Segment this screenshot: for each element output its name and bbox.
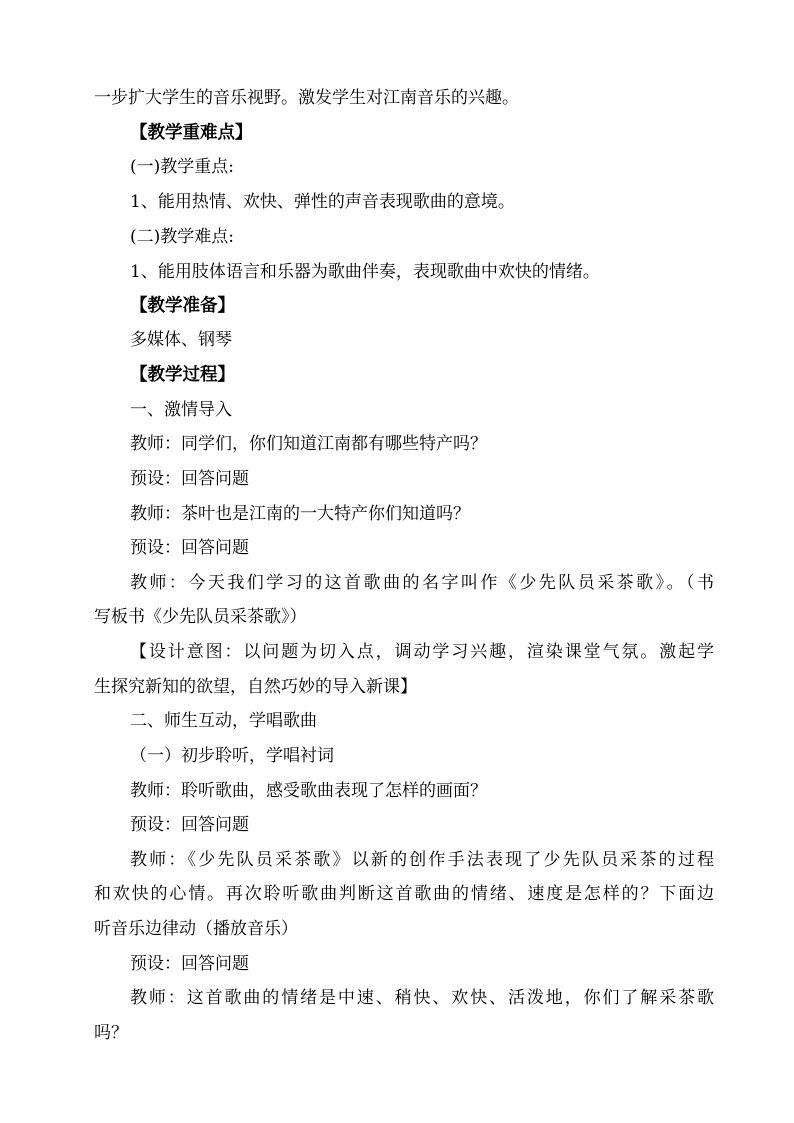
text-line: 和欢快的心情。再次聆听歌曲判断这首歌曲的情绪、速度是怎样的？下面边 <box>94 884 714 904</box>
text-line: 预设：回答问题 <box>130 538 249 558</box>
text-line: 教师：这首歌曲的情绪是中速、稍快、欢快、活泼地，你们了解采茶歌 <box>130 988 714 1008</box>
text-line: 预设：回答问题 <box>130 815 249 835</box>
section-heading-key-points: 【教学重难点】 <box>130 123 253 143</box>
subheading-interaction: 二、师生互动，学唱歌曲 <box>130 711 317 731</box>
subheading-difficulty: (二)教学难点: <box>130 227 234 247</box>
text-line: 教师：聆听歌曲，感受歌曲表现了怎样的画面？ <box>130 781 487 801</box>
text-line: 教师：茶叶也是江南的一大特产你们知道吗？ <box>130 504 470 524</box>
text-line: 多媒体、钢琴 <box>130 330 232 350</box>
text-line: 写板书《少先队员采茶歌》） <box>94 607 307 627</box>
text-line: 1、能用肢体语言和乐器为歌曲伴奏，表现歌曲中欢快的情绪。 <box>130 262 600 282</box>
text-line: 教师：同学们，你们知道江南都有哪些特产吗？ <box>130 434 487 454</box>
design-intent-note: 【设计意图：以问题为切入点，调动学习兴趣，渲染课堂气氛。激起学 <box>130 642 714 662</box>
subheading-key-point: (一)教学重点: <box>130 157 234 177</box>
subheading-listening: （一）初步聆听，学唱衬词 <box>130 746 334 766</box>
text-line: 教师：《少先队员采茶歌》以新的创作手法表现了少先队员采茶的过程 <box>130 850 714 870</box>
text-line: 预设：回答问题 <box>130 469 249 489</box>
section-heading-preparation: 【教学准备】 <box>130 296 235 316</box>
text-line: 听音乐边律动（播放音乐） <box>94 919 298 939</box>
text-line: 一步扩大学生的音乐视野。激发学生对江南音乐的兴趣。 <box>94 88 519 108</box>
text-line: 生探究新知的欲望，自然巧妙的导入新课】 <box>94 677 417 697</box>
text-line: 1、能用热情、欢快、弹性的声音表现歌曲的意境。 <box>130 192 515 212</box>
section-heading-process: 【教学过程】 <box>130 365 235 385</box>
text-line: 预设：回答问题 <box>130 954 249 974</box>
subheading-intro: 一、激情导入 <box>130 400 232 420</box>
text-line: 吗？ <box>94 1023 128 1043</box>
text-line: 教师：今天我们学习的这首歌曲的名字叫作《少先队员采茶歌》。（书 <box>130 573 714 593</box>
